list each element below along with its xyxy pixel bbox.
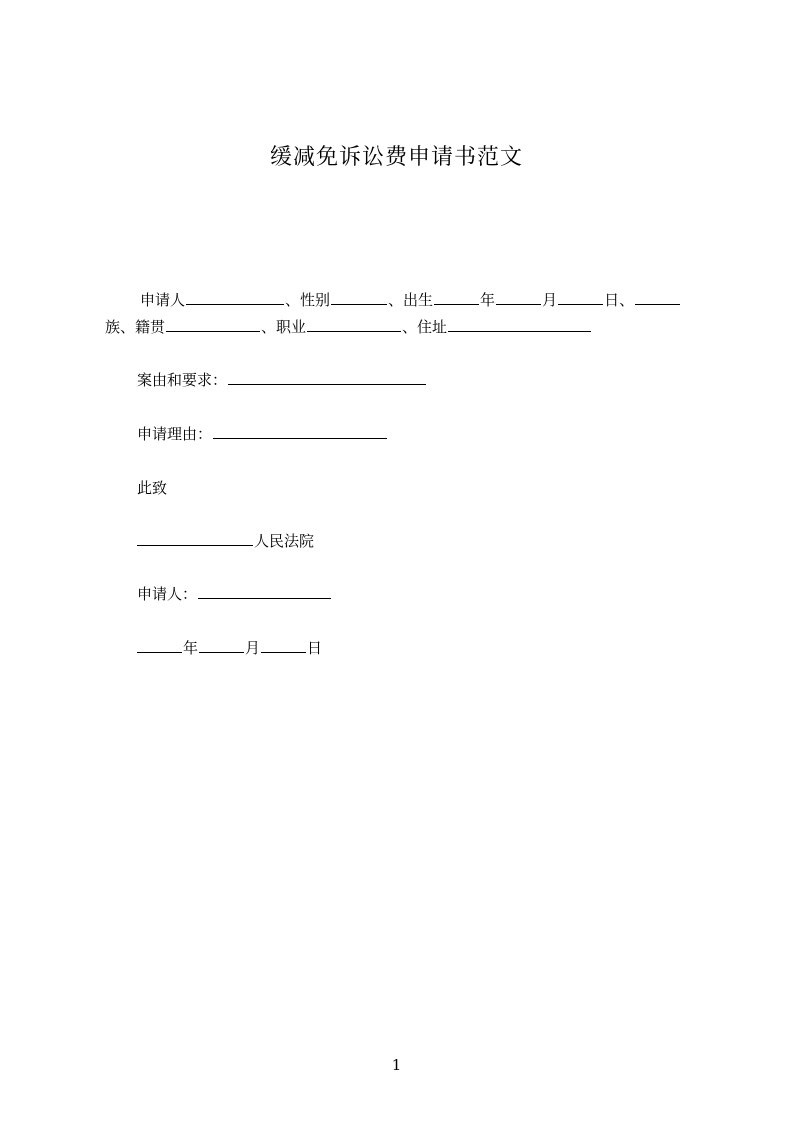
court-name-blank[interactable] (137, 531, 253, 546)
reason-label: 申请理由： (137, 425, 213, 443)
birth-day-label: 日、 (604, 291, 635, 309)
salutation: 此致 (137, 479, 168, 497)
date-month-label: 月 (245, 639, 261, 657)
birth-label: 、出生 (388, 291, 434, 309)
gender-label: 、性别 (285, 291, 331, 309)
court-line (137, 531, 314, 551)
address-label: 、住址 (402, 318, 448, 336)
signature-blank[interactable] (198, 584, 331, 599)
signature-label: 申请人： (137, 585, 198, 603)
case-cause-label: 案由和要求： (137, 371, 228, 389)
gender-blank[interactable] (331, 290, 387, 305)
reason-line (137, 424, 388, 444)
reason-blank[interactable] (213, 424, 387, 439)
case-cause-blank[interactable] (228, 370, 426, 385)
birth-year-blank[interactable] (434, 290, 479, 305)
date-year-label: 年 (183, 639, 199, 657)
applicant-info-line-2 (105, 317, 592, 337)
birth-year-label: 年 (480, 291, 496, 309)
page-number: 1 (391, 1056, 402, 1074)
date-day-label: 日 (307, 639, 323, 657)
date-year-blank[interactable] (137, 638, 182, 653)
case-cause-line (137, 370, 427, 390)
court-suffix: 人民法院 (254, 532, 315, 550)
date-month-blank[interactable] (199, 638, 244, 653)
signature-line (137, 584, 332, 604)
date-day-blank[interactable] (261, 638, 306, 653)
birth-month-label: 月 (542, 291, 558, 309)
applicant-label: 申请人 (140, 291, 186, 309)
ethnicity-label: 族、籍贯 (105, 318, 166, 336)
address-blank[interactable] (448, 317, 591, 332)
occupation-label: 、职业 (261, 318, 307, 336)
birth-month-blank[interactable] (496, 290, 541, 305)
document-title: 缓减免诉讼费申请书范文 (269, 145, 523, 170)
ethnicity-blank[interactable] (635, 290, 680, 305)
applicant-info-line-1 (140, 290, 681, 310)
birth-day-blank[interactable] (558, 290, 603, 305)
date-line (137, 638, 322, 658)
applicant-name-blank[interactable] (186, 290, 284, 305)
salutation-line (137, 478, 167, 498)
occupation-blank[interactable] (307, 317, 401, 332)
native-place-blank[interactable] (166, 317, 260, 332)
